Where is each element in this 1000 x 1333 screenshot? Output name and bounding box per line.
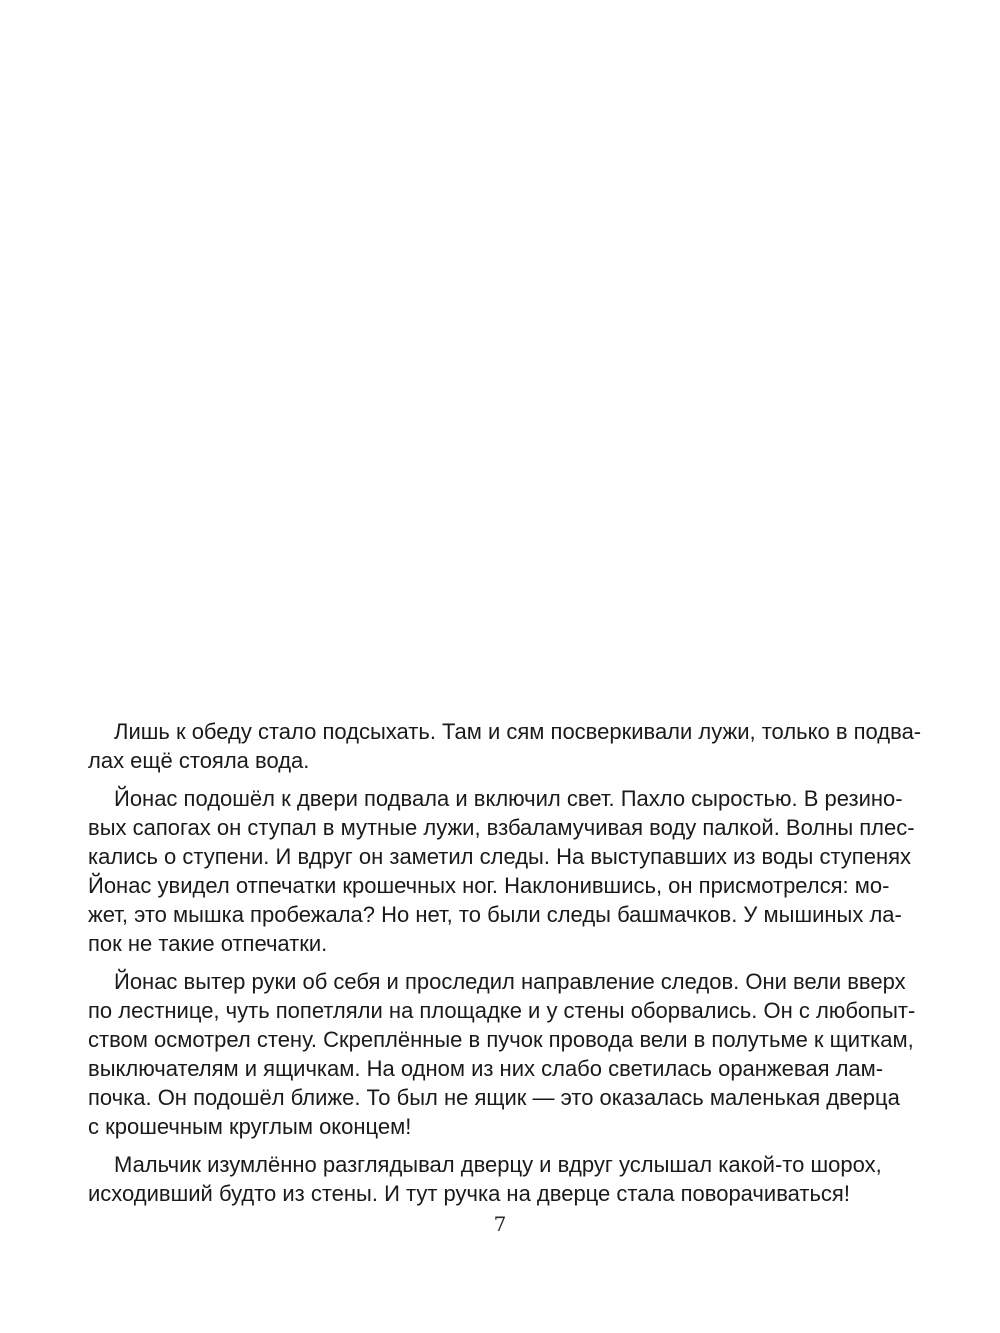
text-line: по лестнице, чуть попетляли на площадке и у стены оборвались. Он с любопыт-: [88, 998, 916, 1023]
body-text: [88, 717, 922, 1217]
text-line: выключателям и ящичкам. На одном из них слабо светилась оранжевая лам-: [88, 1056, 884, 1081]
text-line: ством осмотрел стену. Скреплённые в пучок провода вели в полутьме к щиткам,: [88, 1027, 914, 1052]
paragraph-4: [88, 1150, 882, 1208]
text-line: Йонас подошёл к двери подвала и включил свет. Пахло сыростью. В резино-: [114, 786, 903, 811]
paragraph-2: [88, 784, 915, 958]
text-line: пок не такие отпечатки.: [88, 931, 328, 956]
text-line: жет, это мышка пробежала? Но нет, то были следы башмачков. У мышиных ла-: [88, 902, 902, 927]
paragraph-1: [88, 717, 922, 775]
text-line: почка. Он подошёл ближе. То был не ящик — это оказалась маленькая дверца: [88, 1085, 900, 1110]
text-line: кались о ступени. И вдруг он заметил следы. На выступавших из воды ступенях: [88, 844, 912, 869]
page-number: 7: [493, 1212, 507, 1236]
text-line: Йонас вытер руки об себя и проследил направление следов. Они вели вверх: [114, 969, 906, 994]
text-line: вых сапогах он ступал в мутные лужи, взбаламучивая воду палкой. Волны плес-: [88, 815, 915, 840]
text-line: Йонас увидел отпечатки крошечных ног. Наклонившись, он присмотрелся: мо-: [88, 873, 890, 898]
text-line: с крошечным круглым оконцем!: [88, 1114, 412, 1139]
paragraph-3: [88, 967, 916, 1141]
text-line: лах ещё стояла вода.: [88, 748, 310, 773]
text-line: Мальчик изумлённо разглядывал дверцу и вдруг услышал какой-то шорох,: [114, 1152, 882, 1177]
text-line: исходивший будто из стены. И тут ручка на дверце стала поворачиваться!: [88, 1181, 850, 1206]
text-line: Лишь к обеду стало подсыхать. Там и сям посверкивали лужи, только в подва-: [114, 719, 922, 744]
